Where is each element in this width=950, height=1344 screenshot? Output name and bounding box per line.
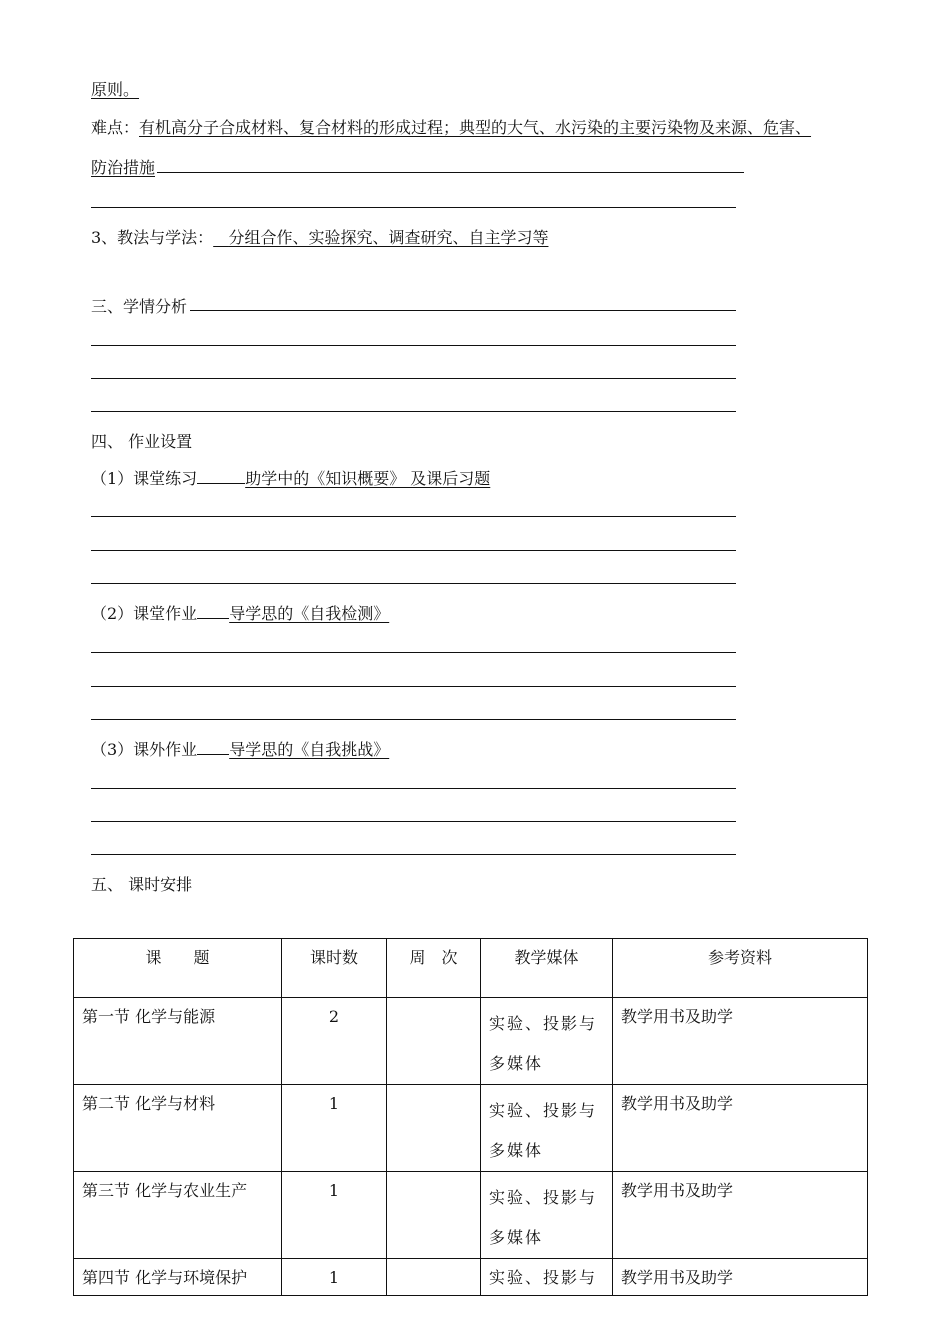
blank-fill <box>197 738 229 755</box>
cell-week <box>387 1259 481 1296</box>
cell-hours: 1 <box>282 1085 387 1172</box>
cell-media: 实验、投影与 多媒体 <box>481 998 613 1085</box>
cell-reference: 教学用书及助学 <box>613 1085 868 1172</box>
difficulty-line1 <box>91 115 811 138</box>
section5-title: 五、 课时安排 <box>91 875 193 894</box>
cell-week <box>387 1172 481 1259</box>
blank-line <box>91 821 736 822</box>
blank-line <box>91 345 736 346</box>
table-row <box>74 1085 868 1172</box>
methods-line <box>91 225 548 248</box>
continued-text: 原则。 <box>91 80 140 99</box>
homework-text: 导学思的《自我挑战》 <box>229 740 390 759</box>
cell-media: 实验、投影与 <box>481 1259 613 1296</box>
homework-label: （1）课堂练习 <box>91 469 198 488</box>
cell-reference: 教学用书及助学 <box>613 998 868 1085</box>
blank-line <box>91 207 736 208</box>
header-reference: 参考资料 <box>613 939 868 998</box>
cell-topic: 第三节 化学与农业生产 <box>74 1172 282 1259</box>
blank-line <box>91 378 736 379</box>
blank-line <box>91 686 736 687</box>
table-row <box>74 998 868 1085</box>
cell-hours: 1 <box>282 1172 387 1259</box>
homework-item-3 <box>91 737 389 760</box>
difficulty-label: 难点： <box>91 118 140 137</box>
blank-line <box>91 516 736 517</box>
cell-media: 实验、投影与 多媒体 <box>481 1085 613 1172</box>
table-row <box>74 1172 868 1259</box>
difficulty-text-2: 防治措施 <box>91 158 156 177</box>
blank-line <box>190 310 736 311</box>
homework-text: 导学思的《自我检测》 <box>229 604 390 623</box>
blank-fill <box>197 467 245 484</box>
blank-line <box>91 411 736 412</box>
section4-title: 四、 作业设置 <box>91 432 193 451</box>
methods-label: 3、教法与学法： <box>91 228 214 247</box>
homework-label: （3）课外作业 <box>91 740 198 759</box>
cell-reference: 教学用书及助学 <box>613 1259 868 1296</box>
blank-line <box>91 854 736 855</box>
blank-line <box>91 550 736 551</box>
cell-topic: 第四节 化学与环境保护 <box>74 1259 282 1296</box>
table-row <box>74 1259 868 1296</box>
difficulty-underline <box>157 172 744 173</box>
blank-fill <box>197 602 229 619</box>
methods-text: 分组合作、实验探究、调查研究、自主学习等 <box>228 228 549 247</box>
blank-line <box>91 788 736 789</box>
header-topic: 课 题 <box>74 939 282 998</box>
homework-item-2 <box>91 601 389 624</box>
section3-title: 三、学情分析 <box>91 297 188 316</box>
cell-reference: 教学用书及助学 <box>613 1172 868 1259</box>
homework-text: 助学中的《知识概要》 及课后习题 <box>245 469 491 488</box>
blank-line <box>91 719 736 720</box>
header-week: 周 次 <box>387 939 481 998</box>
homework-item-1 <box>91 466 490 489</box>
schedule-table <box>73 938 868 1296</box>
blank-line <box>91 583 736 584</box>
cell-hours: 1 <box>282 1259 387 1296</box>
header-hours: 课时数 <box>282 939 387 998</box>
cell-topic: 第一节 化学与能源 <box>74 998 282 1085</box>
cell-media: 实验、投影与 多媒体 <box>481 1172 613 1259</box>
cell-week <box>387 1085 481 1172</box>
cell-hours: 2 <box>282 998 387 1085</box>
difficulty-line2 <box>91 155 155 178</box>
cell-topic: 第二节 化学与材料 <box>74 1085 282 1172</box>
header-media: 教学媒体 <box>481 939 613 998</box>
table-header-row <box>74 939 868 998</box>
blank-line <box>91 652 736 653</box>
cell-week <box>387 998 481 1085</box>
homework-label: （2）课堂作业 <box>91 604 198 623</box>
difficulty-text-1: 有机高分子合成材料、复合材料的形成过程；典型的大气、水污染的主要污染物及来源、危害、 <box>139 118 812 137</box>
